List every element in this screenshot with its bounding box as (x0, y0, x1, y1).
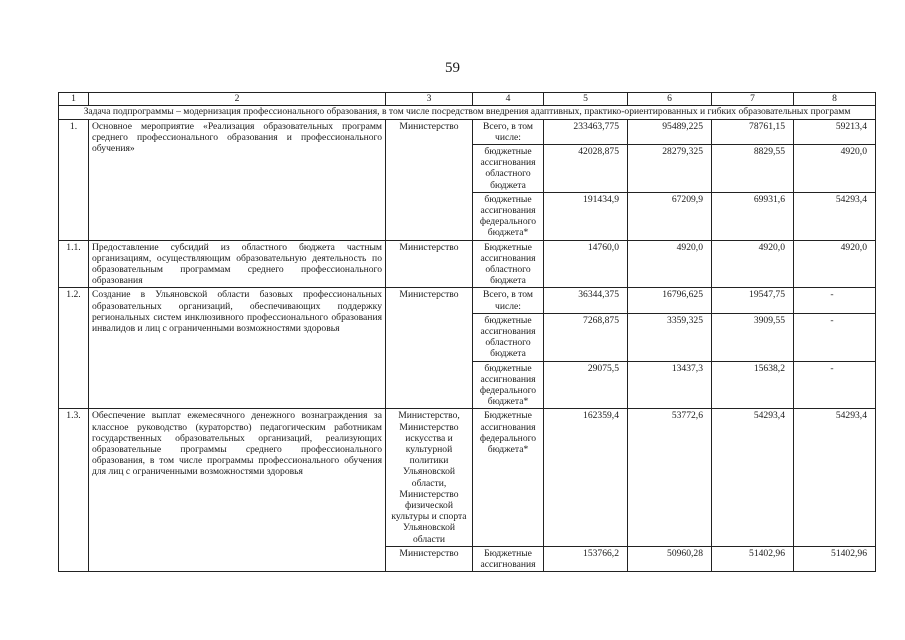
funding-source: Всего, в том числе: (473, 288, 544, 313)
value-total: 29075,5 (544, 361, 628, 409)
funding-source: бюджетные ассигнования областного бюджета (473, 144, 544, 192)
value-year-1: 95489,225 (628, 119, 712, 144)
funding-source: бюджетные ассигнования федерального бюджета* (473, 361, 544, 409)
responsible-executor: Министерство (386, 288, 473, 409)
value-year-1: 13437,3 (628, 361, 712, 409)
funding-source: Бюджетные ассигнования областного бюджета (473, 240, 544, 288)
value-year-1: 28279,325 (628, 144, 712, 192)
task-title: Задача подпрограммы – модернизация профессионального образования, в том числе посредством внедрения адаптивных, практико-ориентированных и гибких образовательных программ (59, 106, 876, 120)
value-total: 14760,0 (544, 240, 628, 288)
value-year-2: 15638,2 (712, 361, 794, 409)
value-year-2: 8829,55 (712, 144, 794, 192)
value-total: 162359,4 (544, 409, 628, 546)
value-year-3: 4920,0 (794, 144, 876, 192)
table-row (59, 288, 876, 313)
row-number: 1.3. (59, 409, 89, 572)
value-year-1: 53772,6 (628, 409, 712, 546)
column-header: 1 (59, 93, 89, 106)
value-year-3: - (794, 288, 876, 313)
row-number: 1.1. (59, 240, 89, 288)
value-year-3: - (794, 361, 876, 409)
row-number: 1. (59, 119, 89, 240)
value-year-2: 51402,96 (712, 546, 794, 571)
funding-source: Всего, в том числе: (473, 119, 544, 144)
value-total: 191434,9 (544, 192, 628, 240)
value-year-2: 4920,0 (712, 240, 794, 288)
activity-name: Основное мероприятие «Реализация образовательных программ среднего профессионального образования и профессионального обучения» (89, 119, 386, 240)
task-row (59, 106, 876, 120)
responsible-executor: Министерство (386, 119, 473, 240)
value-year-2: 3909,55 (712, 313, 794, 361)
activity-name: Предоставление субсидий из областного бюджета частным организациям, осуществляющим образовательную деятельность по образовательным программам среднего профессионального образования (89, 240, 386, 288)
page-number: 59 (445, 60, 460, 76)
value-year-1: 16796,625 (628, 288, 712, 313)
value-year-3: 54293,4 (794, 192, 876, 240)
value-year-3: 4920,0 (794, 240, 876, 288)
responsible-executor: Министерство, Министерство искусства и культурной политики Ульяновской области, Министерство физической культуры и спорта Ульяновской области (386, 409, 473, 546)
value-total: 7268,875 (544, 313, 628, 361)
responsible-executor: Министерство (386, 546, 473, 571)
column-number-row (59, 93, 876, 106)
value-total: 233463,775 (544, 119, 628, 144)
funding-source: Бюджетные ассигнования (473, 546, 544, 571)
responsible-executor: Министерство (386, 240, 473, 288)
value-total: 42028,875 (544, 144, 628, 192)
column-header: 7 (712, 93, 794, 106)
value-year-3: - (794, 313, 876, 361)
value-total: 36344,375 (544, 288, 628, 313)
column-header: 2 (89, 93, 386, 106)
activity-name: Создание в Ульяновской области базовых профессиональных образовательных организаций, обеспечивающих поддержку региональных систем инклюзивного профессионального образования инвалидов и лиц с ограниченными возможностями здоровья (89, 288, 386, 409)
value-year-3: 54293,4 (794, 409, 876, 546)
value-year-1: 67209,9 (628, 192, 712, 240)
funding-source: Бюджетные ассигнования федерального бюджета* (473, 409, 544, 546)
value-year-1: 3359,325 (628, 313, 712, 361)
value-year-3: 51402,96 (794, 546, 876, 571)
value-total: 153766,2 (544, 546, 628, 571)
value-year-2: 19547,75 (712, 288, 794, 313)
value-year-1: 50960,28 (628, 546, 712, 571)
value-year-1: 4920,0 (628, 240, 712, 288)
table-row (59, 240, 876, 288)
table-row (59, 119, 876, 144)
column-header: 8 (794, 93, 876, 106)
column-header: 3 (386, 93, 473, 106)
column-header: 6 (628, 93, 712, 106)
table-row (59, 409, 876, 546)
funding-source: бюджетные ассигнования федерального бюджета* (473, 192, 544, 240)
budget-table (58, 92, 876, 572)
value-year-2: 69931,6 (712, 192, 794, 240)
value-year-2: 54293,4 (712, 409, 794, 546)
column-header: 5 (544, 93, 628, 106)
value-year-3: 59213,4 (794, 119, 876, 144)
row-number: 1.2. (59, 288, 89, 409)
value-year-2: 78761,15 (712, 119, 794, 144)
funding-source: бюджетные ассигнования областного бюджета (473, 313, 544, 361)
column-header: 4 (473, 93, 544, 106)
activity-name: Обеспечение выплат ежемесячного денежного вознаграждения за классное руководство (кураторство) педагогическим работникам государственных образовательных организаций, реализующих образовательные программы среднего профессионального образования, в том числе программы профессионального обучения для лиц с ограниченными возможностями здоровья (89, 409, 386, 572)
